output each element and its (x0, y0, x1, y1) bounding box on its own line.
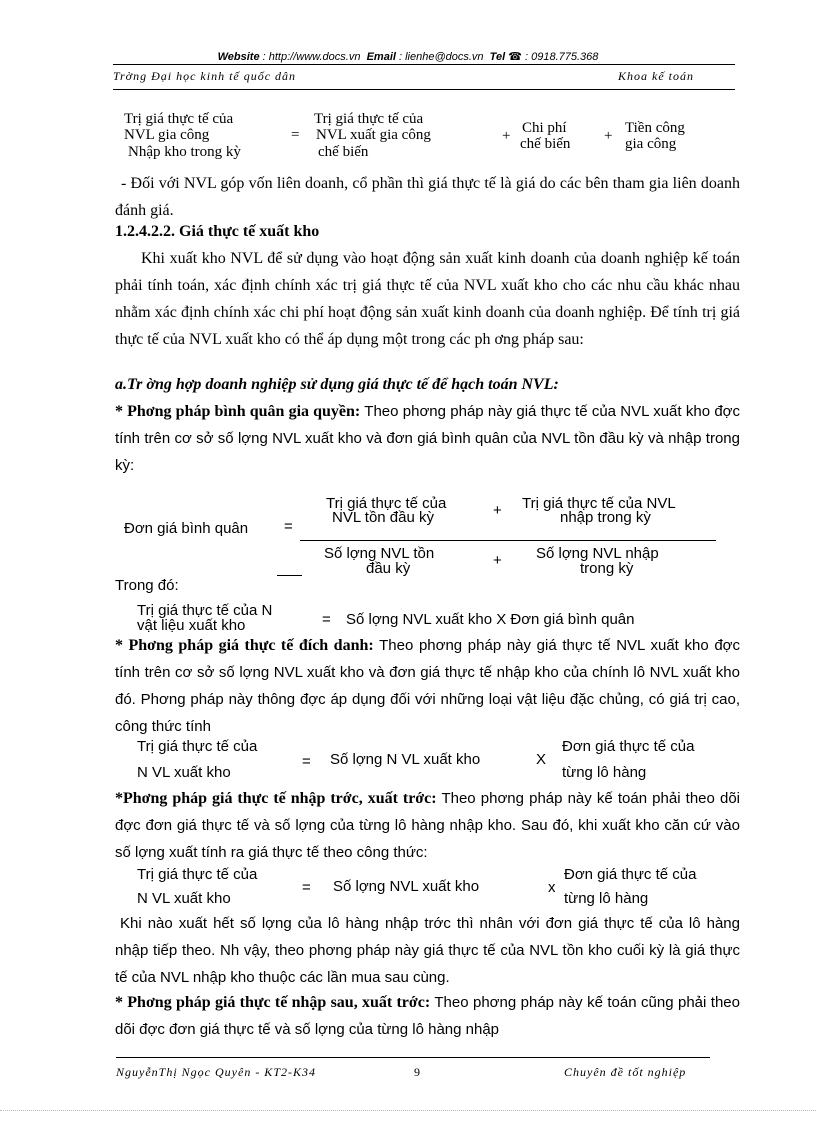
faculty-name: Khoa kế toán (618, 69, 694, 83)
formula1-left-1: Trị giá thực tế của (124, 111, 234, 127)
formula5-left-2: N VL xuất kho (137, 890, 231, 907)
website-label: Website (217, 51, 260, 63)
formula1-left-2: NVL gia công (124, 127, 210, 143)
formula1-mid-1: Trị giá thực tế của (314, 111, 424, 127)
tel-label: Tel (489, 51, 506, 63)
method-weighted-average-title: * Phơng pháp bình quân gia quyền: (115, 403, 361, 420)
formula1-equals: = (291, 127, 300, 143)
formula5-right-1: Đơn giá thực tế của (564, 866, 697, 883)
paragraph-intro: Khi xuất kho NVL để sử dụng vào hoạt động sản xuất kinh doanh của doanh nghiệp kế toán phải tính toán, xác định chính xác trị giá thực tế của NVL xuất kho cho các nhu cầu khác nhau nhằm xác định chính xác chi phí hoạt động sản xuất kinh doanh của doanh nghiệp. Để tính trị giá thực tế của NVL xuất kho có thể áp dụng một trong các ph ơng pháp sau: (115, 250, 740, 348)
paragraph-joint-venture: - Đối với NVL góp vốn liên doanh, cổ phần thì giá thực tế là giá do các bên tham gia liên doanh đánh giá. (115, 175, 740, 219)
formula1-plus-1: + (502, 128, 511, 144)
formula5-multiply: x (548, 879, 556, 896)
formula2-den2-line1: Số lợng NVL nhập (536, 545, 659, 562)
formula4-quantity: Số lợng N VL xuất kho (330, 751, 481, 768)
method-fifo-title: *Phơng pháp giá thực tế nhập trớc, xuất trớc: (115, 790, 437, 807)
formula3-left-2: vật liệu xuất kho (137, 617, 246, 634)
email-label: Email (366, 51, 396, 63)
formula4-right-1: Đơn giá thực tế của (562, 738, 695, 755)
email-address[interactable]: : lienhe@docs.vn (395, 51, 484, 63)
formula2-num1-line1: Trị giá thực tế của (326, 495, 447, 512)
formula2-den1-line1: Số lợng NVL tồn (324, 545, 435, 562)
footer-rule (116, 1057, 710, 1058)
school-name: Trờng Đại học kinh tế quốc dân (113, 69, 297, 83)
formula5-right-2: từng lô hàng (564, 890, 649, 907)
formula2-den1-line2: đầu kỳ (366, 560, 411, 577)
method-weighted-average-text: Theo phơng pháp này giá thực tế của NVL xuất kho đợc tính trên cơ sở số lợng NVL xuất kho và đơn giá bình quân của NVL tồn đầu kỳ và nhập trong kỳ: (115, 403, 741, 474)
formula2-plus-num: + (493, 502, 502, 519)
phone-icon: ☎ (508, 51, 522, 63)
formula4-right-2: từng lô hàng (562, 764, 647, 781)
website-url[interactable]: : http://www.docs.vn (259, 51, 361, 63)
formula2-side-mark (277, 575, 302, 576)
footer-title: Chuyên đề tốt nghiệp (564, 1065, 687, 1079)
formula3-right: Số lợng NVL xuất kho X Đơn giá bình quân (346, 611, 635, 628)
formula5-quantity: Số lợng NVL xuất kho (333, 878, 480, 895)
formula4-left-2: N VL xuất kho (137, 764, 231, 781)
footer-page-number: 9 (414, 1065, 421, 1079)
formula2-num2-line1: Trị giá thực tế của NVL (522, 495, 676, 512)
formula1-cost-2: chế biến (520, 136, 571, 152)
formula5-left-1: Trị giá thực tế của (137, 866, 258, 883)
paragraph-fifo-explanation: Khi nào xuất hết số lợng của lô hàng nhập trớc thì nhân với đơn giá thực tế của lô hàng nhập tiếp theo. Nh vậy, theo phơng pháp này giá thực tế của NVL tồn kho cuối kỳ là giá thực tế của NVL nhập kho thuộc các lần mua sau cùng. (115, 915, 740, 986)
formula1-mid-2: NVL xuất gia công (316, 127, 431, 143)
method-fifo-text: Theo phơng pháp này kế toán phải theo dõi đợc đơn giá thực tế và số lợng của từng lô hàng nhập kho. Sau đó, khi xuất kho căn cứ vào số lợng xuất tính ra giá thực tế theo công thức: (115, 790, 740, 861)
formula1-left-3: Nhập kho trong kỳ (128, 144, 241, 160)
formula3-equals: = (322, 611, 331, 628)
formula1-mid-3: chế biến (318, 144, 369, 160)
formula2-num2-line2: nhập trong kỳ (560, 509, 651, 526)
formula2-equals: = (284, 518, 293, 535)
formula4-equals: = (302, 753, 311, 770)
header-top-rule (113, 64, 735, 65)
label-trong-do: Trong đó: (115, 577, 179, 594)
formula2-fraction-bar (300, 540, 716, 541)
method-specific-identification-text: Theo phơng pháp này giá thực tế NVL xuất kho đợc tính trên cơ sở số lợng NVL xuất kho và đơn giá thực tế nhập kho của chính lô NVL xuất kho đó. Phơng pháp này thông đợc áp dụng đối với những loại vật liệu đặc chủng, có giá trị cao, công thức tính (115, 637, 741, 735)
formula2-num1-line2: NVL tồn đầu kỳ (332, 509, 435, 526)
website-header (0, 50, 816, 63)
formula1-wage-1: Tiền công (625, 120, 685, 136)
formula5-equals: = (302, 879, 311, 896)
paragraph-lifo (115, 989, 740, 1043)
method-lifo-text: Theo phơng pháp này kế toán cũng phải theo dõi đợc đơn giá thực tế và số lợng của từng lô hàng nhập (115, 994, 740, 1038)
formula2-den2-line2: trong kỳ (580, 560, 634, 577)
method-lifo-title: * Phơng pháp giá thực tế nhập sau, xuất trớc: (115, 994, 431, 1011)
footer-author: NguyễnThị Ngọc Quyên - KT2-K34 (116, 1065, 316, 1079)
formula2-label: Đơn giá bình quân (124, 520, 249, 537)
paragraph-fifo (115, 785, 740, 866)
formula1-plus-2: + (604, 128, 613, 144)
formula3-left-1: Trị giá thực tế của N (137, 602, 273, 619)
header-bottom-rule (113, 89, 735, 90)
formula1-cost-1: Chi phí (522, 120, 567, 136)
subheading-a: a.Tr ờng hợp doanh nghiệp sử dụng giá thực tế để hạch toán NVL: (115, 376, 559, 393)
formula4-left-1: Trị giá thực tế của (137, 738, 258, 755)
formula1-wage-2: gia công (625, 136, 677, 152)
paragraph-weighted-average (115, 398, 740, 479)
formula2-plus-den: + (493, 552, 502, 569)
tel-number: : 0918.775.368 (521, 51, 599, 63)
page-bottom-dotted-line (0, 1110, 816, 1111)
section-heading-1-2-4-2-2: 1.2.4.2.2. Giá thực tế xuất kho (115, 223, 320, 240)
paragraph-specific-identification (115, 632, 740, 740)
method-specific-identification-title: * Phơng pháp giá thực tế đích danh: (115, 637, 374, 654)
formula4-multiply: X (536, 751, 547, 768)
